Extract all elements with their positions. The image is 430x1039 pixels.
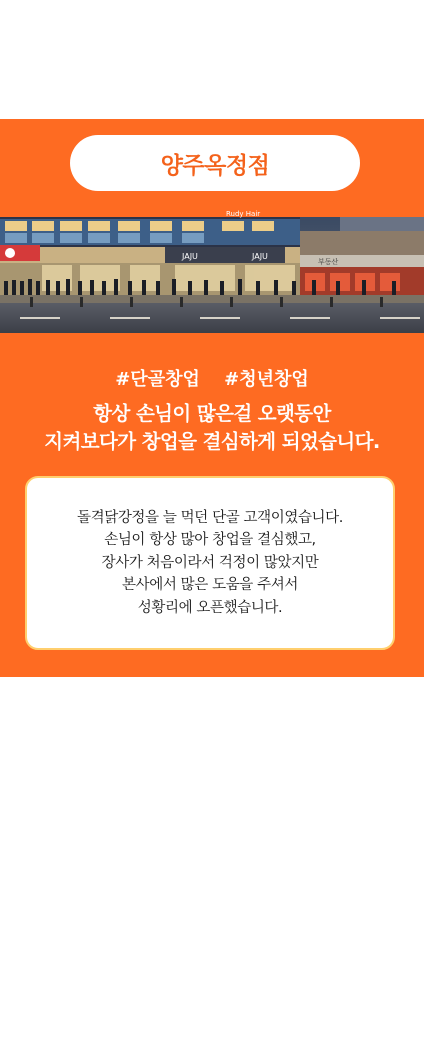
photo-sign-right: JAJU — [252, 252, 268, 261]
hashtag-row — [0, 365, 424, 391]
photo-sign-realty: 부동산 — [318, 258, 339, 266]
headline — [0, 400, 424, 456]
story-line-1: 돌격닭강정을 늘 먹던 단골 고객이였습니다. — [77, 509, 343, 526]
store-name-badge — [70, 135, 360, 191]
story-line-5: 성황리에 오픈했습니다. — [137, 599, 283, 616]
hashtag-youth-startup: #청년창업 — [224, 369, 309, 390]
headline-line-1: 항상 손님이 많은걸 오랫동안 — [93, 402, 331, 425]
headline-line-2: 지켜보다가 창업을 결심하게 되었습니다. — [44, 430, 380, 453]
store-name: 양주옥정점 — [160, 152, 270, 179]
storefront-illustration — [0, 210, 424, 333]
story-box — [25, 476, 395, 650]
photo-sign-left: JAJU — [182, 252, 198, 261]
storefront-photo — [0, 210, 424, 333]
hashtag-regular-customer: #단골창업 — [115, 369, 200, 390]
story-line-4: 본사에서 많은 도움을 주셔서 — [122, 577, 298, 594]
story-line-3: 장사가 처음이라서 걱정이 많았지만 — [101, 554, 319, 571]
photo-sign-top: Rudy Hair — [226, 210, 261, 218]
store-card — [0, 119, 424, 677]
story-line-2: 손님이 항상 많아 창업을 결심했고, — [104, 532, 316, 549]
